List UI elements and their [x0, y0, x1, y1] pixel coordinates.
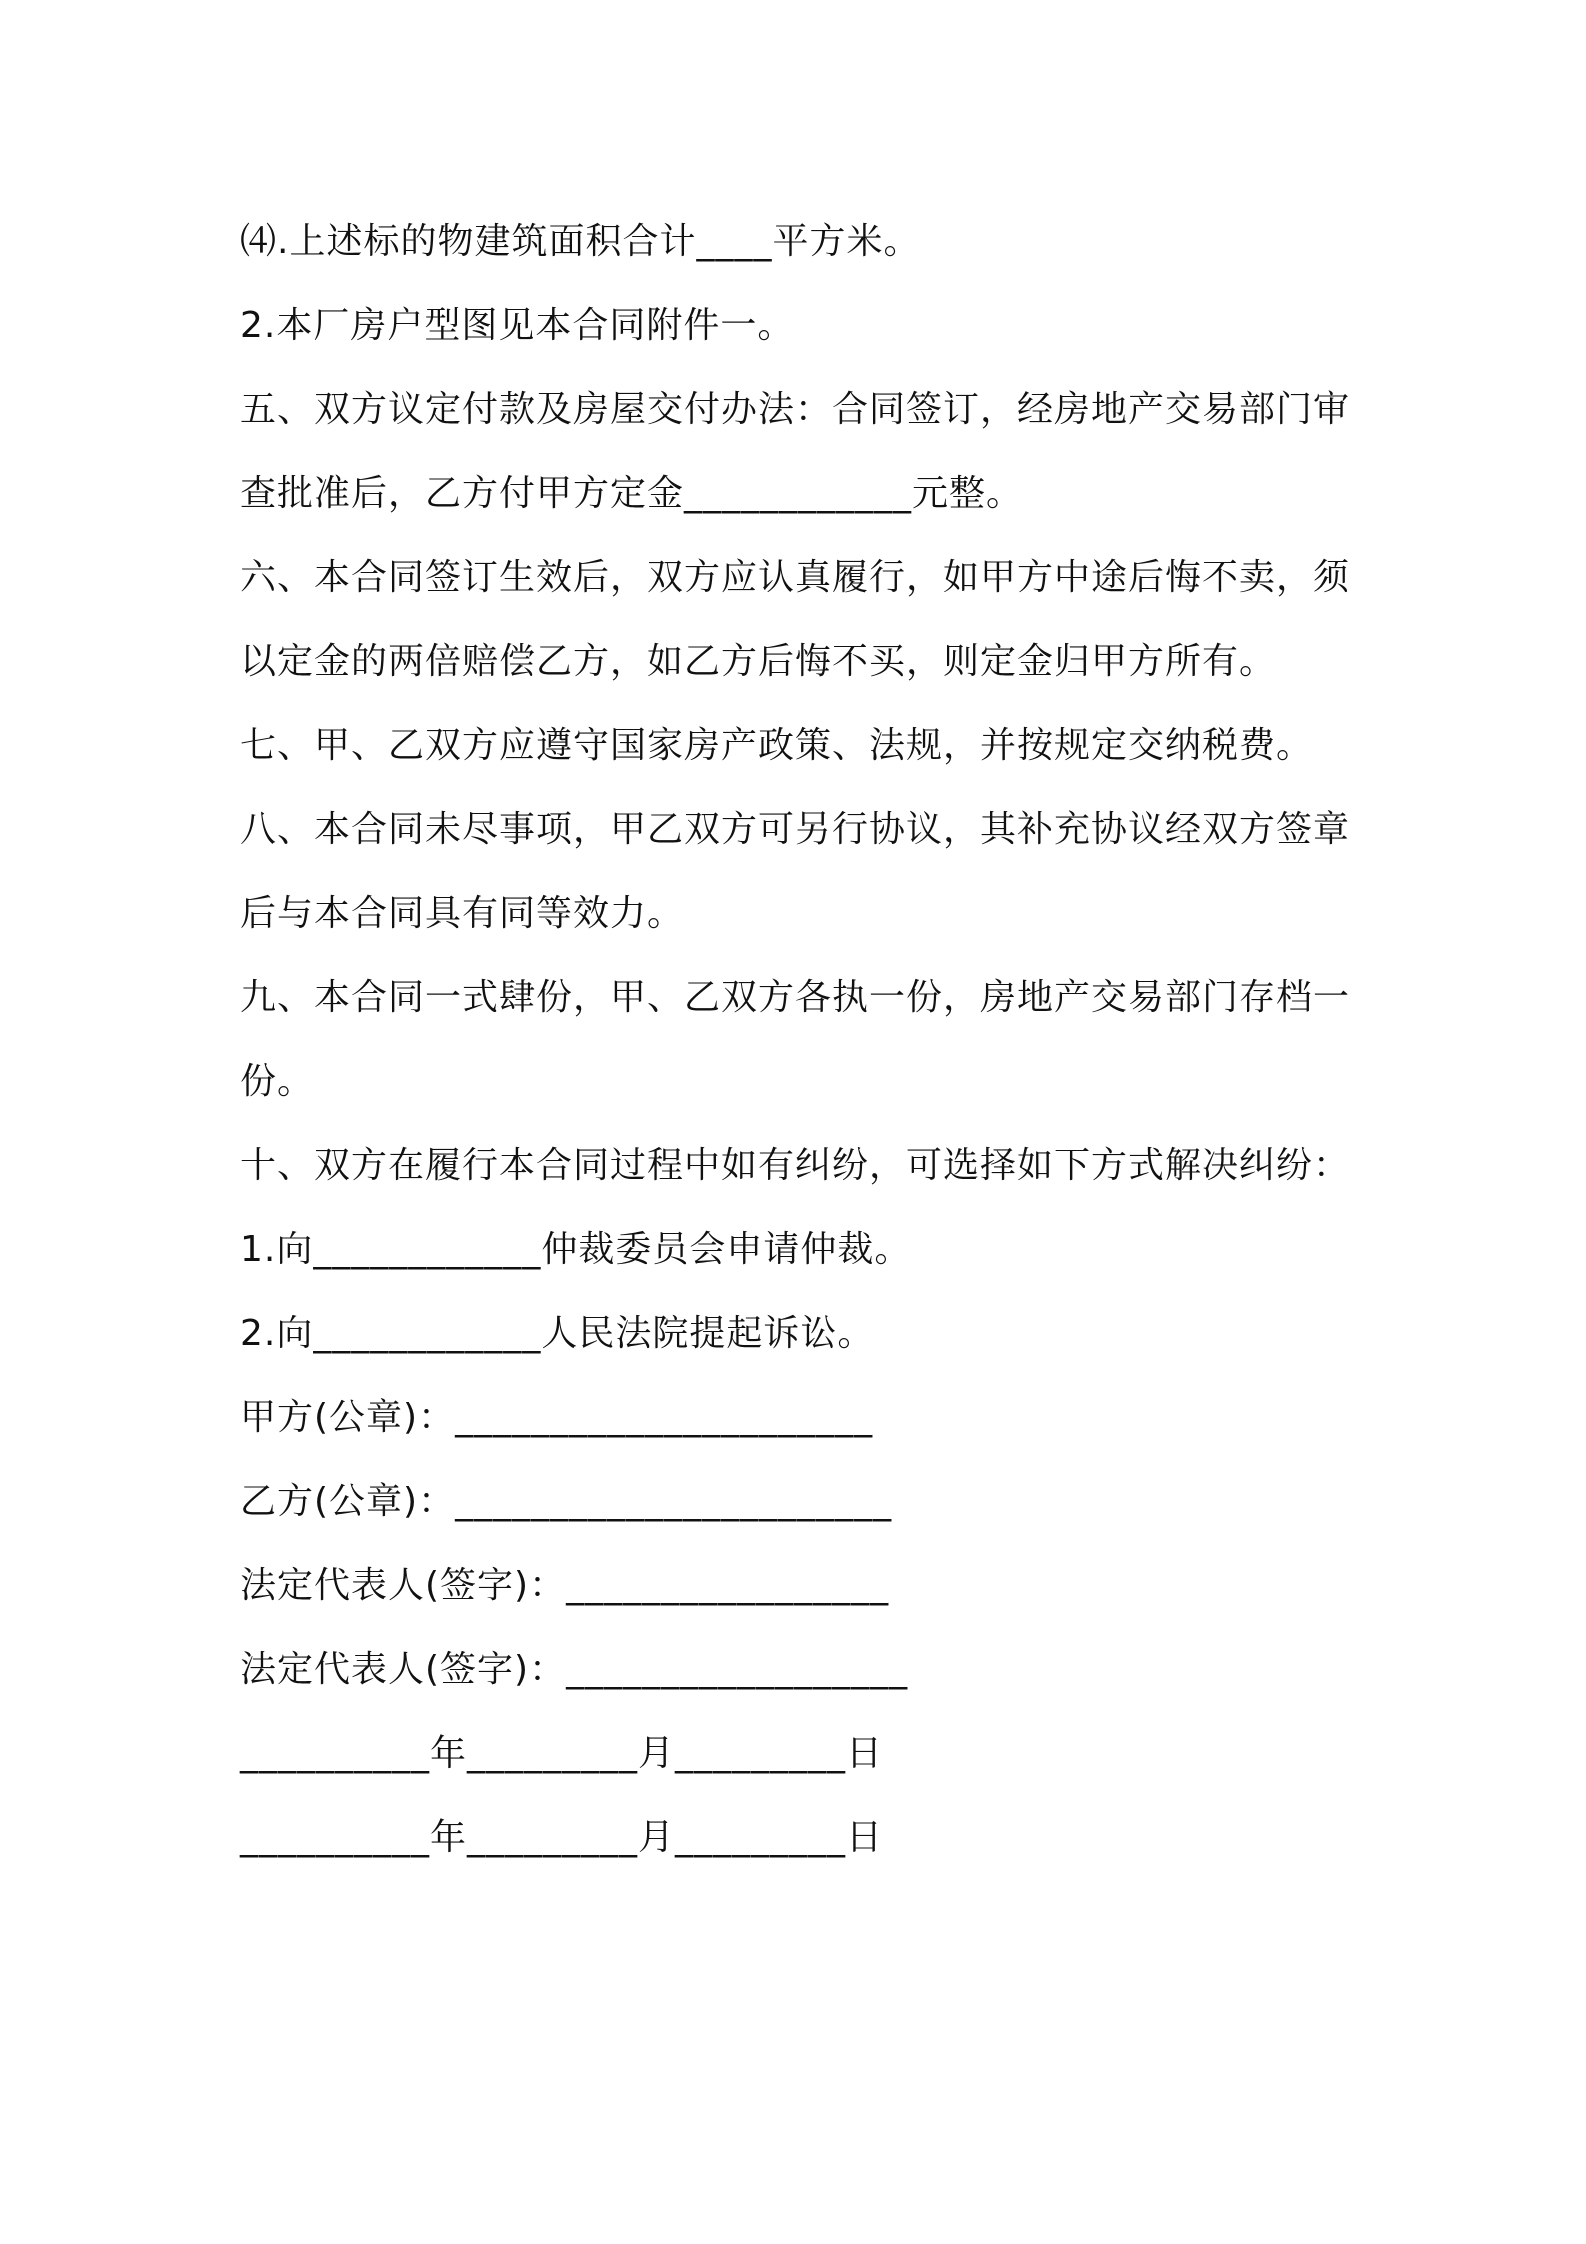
clause-five-payment-cont: 查批准后，乙方付甲方定金____________元整。 — [240, 473, 1024, 514]
contract-text-body — [240, 200, 1360, 1880]
date-line-a: __________年_________月_________日 — [240, 1733, 883, 1774]
legal-rep-signature-line-b: 法定代表人(签字)：__________________ — [240, 1649, 909, 1690]
clause-eight-supplement-cont: 后与本合同具有同等效力。 — [240, 893, 685, 934]
party-a-seal-line: 甲方(公章)：______________________ — [240, 1397, 874, 1438]
date-line-b: __________年_________月_________日 — [240, 1817, 883, 1858]
clause-five-payment: 五、双方议定付款及房屋交付办法：合同签订，经房地产交易部门审 — [240, 389, 1351, 430]
party-b-seal-line: 乙方(公章)：_______________________ — [240, 1481, 893, 1522]
legal-rep-signature-line-a: 法定代表人(签字)：_________________ — [240, 1565, 890, 1606]
clause-ten-disputes: 十、双方在履行本合同过程中如有纠纷，可选择如下方式解决纠纷： — [240, 1145, 1351, 1186]
dispute-option-court: 2.向____________人民法院提起诉讼。 — [240, 1313, 875, 1354]
clause-six-effect: 六、本合同签订生效后，双方应认真履行，如甲方中途后悔不卖，须 — [240, 557, 1351, 598]
clause-nine-copies-cont: 份。 — [240, 1061, 315, 1102]
clause-area-total: ⑷.上述标的物建筑面积合计____平方米。 — [240, 221, 921, 262]
clause-seven-policy: 七、甲、乙双方应遵守国家房产政策、法规，并按规定交纳税费。 — [240, 725, 1314, 766]
clause-six-effect-cont: 以定金的两倍赔偿乙方，如乙方后悔不买，则定金归甲方所有。 — [240, 641, 1277, 682]
clause-nine-copies: 九、本合同一式肆份，甲、乙双方各执一份，房地产交易部门存档一 — [240, 977, 1351, 1018]
clause-eight-supplement: 八、本合同未尽事项，甲乙双方可另行协议，其补充协议经双方签章 — [240, 809, 1351, 850]
clause-floor-plan: 2.本厂房户型图见本合同附件一。 — [240, 305, 795, 346]
dispute-option-arbitration: 1.向____________仲裁委员会申请仲裁。 — [240, 1229, 912, 1270]
